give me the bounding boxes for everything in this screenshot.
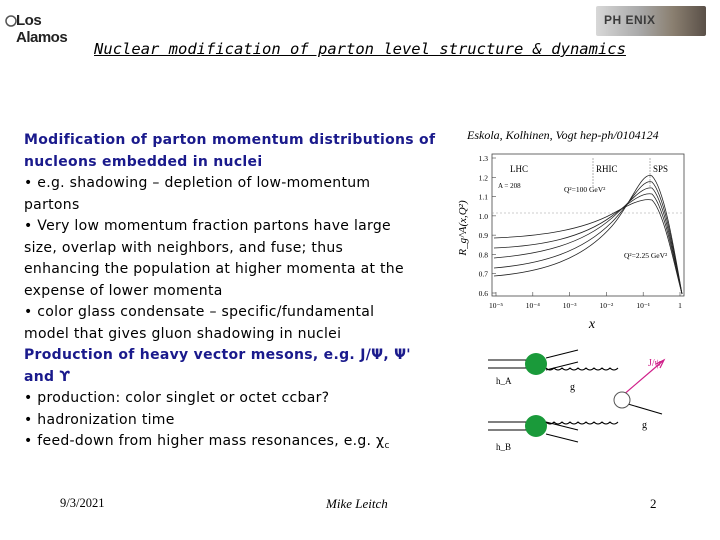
los-alamos-logo: [4, 8, 94, 46]
body-line: [24, 281, 464, 303]
body-line-text: size, overlap with neighbors, and fuse; thus: [24, 239, 344, 256]
x-tick-label: 1: [678, 301, 682, 310]
body-line-text: nucleons embedded in nuclei: [24, 153, 263, 170]
body-line: [24, 324, 464, 346]
body-line: [24, 388, 464, 410]
footer-date: 9/3/2021: [60, 496, 105, 510]
body-line-text: • color glass condensate – specific/fundamental: [24, 304, 375, 320]
x-tick-label: 10⁻¹: [636, 301, 651, 310]
label-jpsi: J/ψ: [648, 358, 661, 369]
plot-xlabel: x: [588, 317, 596, 332]
body-line: [24, 238, 464, 260]
plot-ylabel: R_g^A(x,Q²): [457, 200, 469, 256]
plot-label-sps: SPS: [653, 164, 669, 174]
body-line-text: • e.g. shadowing – depletion of low-momentum: [24, 175, 371, 191]
y-tick-label: 1.2: [478, 173, 488, 183]
x-tick-label: 10⁻⁴: [525, 301, 540, 310]
vertex-blob: [614, 392, 630, 408]
body-line: [24, 431, 464, 458]
y-tick-label: 1.0: [478, 211, 488, 221]
label-gluon-right: g: [642, 420, 647, 431]
body-line: [24, 216, 464, 238]
phenix-logo: [596, 6, 706, 36]
body-line-subscript: c: [384, 441, 390, 451]
body-line-text: expense of lower momenta: [24, 282, 223, 299]
outgoing-gluon: [628, 404, 662, 414]
shadowing-plot: [452, 148, 692, 333]
body-line-text: • feed-down from higher mass resonances, e.g. χ: [24, 433, 385, 449]
body-text: [24, 130, 464, 458]
body-line: [24, 410, 464, 432]
x-tick-label: 10⁻³: [562, 301, 577, 310]
plot-frame: [492, 154, 684, 296]
feynman-diagram: [488, 344, 673, 456]
x-tick-label: 10⁻⁵: [488, 301, 504, 310]
body-line-text: and ϒ: [24, 368, 71, 385]
body-line-text: • production: color singlet or octet ccbar?: [24, 390, 330, 406]
plot-label-lhc: LHC: [510, 164, 528, 174]
body-line-text: Modification of parton momentum distributions of: [24, 132, 436, 148]
body-line-text: partons: [24, 196, 80, 213]
y-tick-label: 0.9: [478, 231, 488, 241]
slide-title: Nuclear modification of parton level structure & dynamics: [94, 40, 626, 58]
y-tick-label: 1.3: [478, 154, 488, 163]
body-line: [24, 259, 464, 281]
body-line: [24, 173, 464, 195]
x-tick-label: 10⁻²: [599, 301, 614, 310]
body-line: [24, 302, 464, 324]
body-line: [24, 152, 464, 174]
body-line: [24, 367, 464, 389]
body-line-text: model that gives gluon shadowing in nuclei: [24, 325, 342, 342]
hadron-a-blob: [525, 353, 547, 375]
label-hadron-a: h_A: [496, 376, 512, 386]
plot-label-q100: Q²=100 GeV²: [564, 185, 606, 194]
y-tick-label: 0.8: [478, 250, 488, 260]
plot-label-q2-25: Q²=2.25 GeV²: [624, 251, 668, 260]
body-line-text: Production of heavy vector mesons, e.g. J/Ψ, Ψ': [24, 347, 411, 363]
y-tick-label: 0.6: [478, 289, 488, 298]
gluon-lines: [546, 368, 618, 424]
plot-label-a208: A = 208: [498, 182, 521, 190]
body-line: [24, 130, 464, 152]
body-line: [24, 345, 464, 367]
footer-author: Mike Leitch: [326, 496, 388, 511]
citation: Eskola, Kolhinen, Vogt hep-ph/0104124: [467, 128, 659, 142]
label-hadron-b: h_B: [496, 442, 512, 452]
body-line-text: • Very low momentum fraction partons have large: [24, 218, 391, 234]
label-gluon-left: g: [570, 382, 575, 393]
footer-page-number: 2: [650, 496, 657, 511]
hadron-b-blob: [525, 415, 547, 437]
y-tick-label: 1.1: [478, 192, 488, 202]
plot-label-rhic: RHIC: [596, 164, 618, 174]
logo-left-text: Los Alamos: [16, 12, 68, 46]
body-line-text: • hadronization time: [24, 411, 175, 428]
logo-right-text: PH ENIX: [604, 13, 656, 27]
body-line: [24, 195, 464, 217]
y-tick-label: 0.7: [478, 269, 488, 279]
body-line-text: enhancing the population at higher momenta at the: [24, 261, 404, 277]
